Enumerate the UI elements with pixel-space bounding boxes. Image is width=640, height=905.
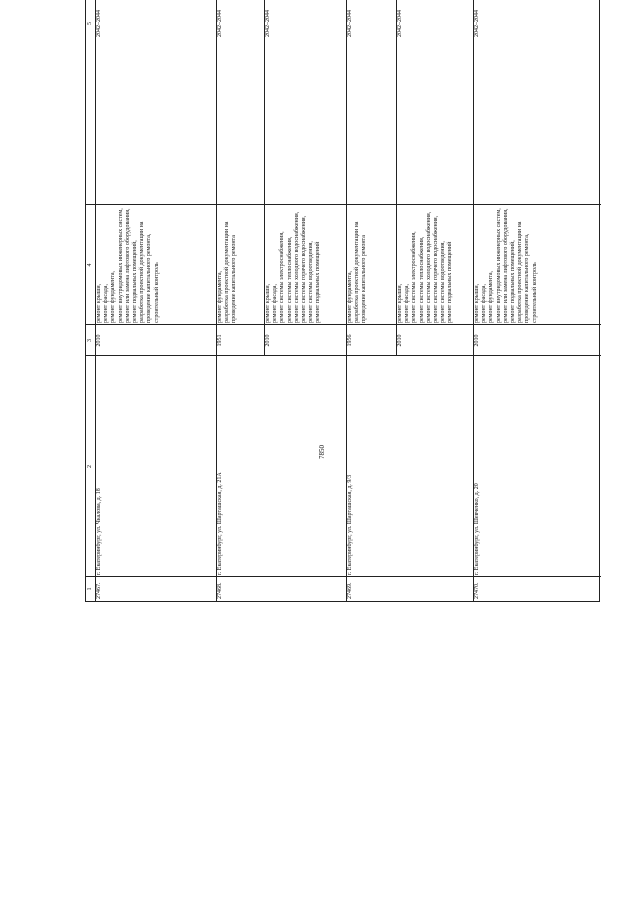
address: г. Екатеринбург, ул. Чкалова, д. 18 xyxy=(96,488,102,575)
work-item: ремонт системы теплоснабжения, xyxy=(418,236,425,323)
construction-year: 1951 xyxy=(217,334,223,347)
row-number: 27468. xyxy=(217,582,223,599)
work-item: ремонт крыши, xyxy=(265,283,271,323)
work-item: ремонт фундамента, xyxy=(488,271,495,323)
work-item: ремонт подвальных помещений xyxy=(315,241,322,323)
work-item: ремонт фасада, xyxy=(103,284,110,323)
page-number-text: 7850 xyxy=(318,445,326,459)
work-item: разработка проектной документации на xyxy=(224,221,231,323)
work-item: ремонт фундамента, xyxy=(347,271,353,323)
construction-year: 2010 xyxy=(96,334,102,347)
address: г. Екатеринбург, ул. Шарташская, д. 21А xyxy=(217,472,223,575)
column-divider xyxy=(86,204,601,205)
work-item: проведение капитального ремонта xyxy=(231,235,238,323)
address: г. Екатеринбург, ул. Шевченко, д. 20 xyxy=(474,483,480,575)
work-item: ремонт фасада, xyxy=(404,284,411,323)
address: г. Екатеринбург, ул. Шарташская, д. 9/3 xyxy=(347,474,353,575)
work-item: проведение капитального ремонта, xyxy=(524,233,531,323)
row-number: 27470. xyxy=(474,582,480,599)
repair-period: 2042–2044 xyxy=(397,10,403,37)
work-item: ремонт или замена лифтового оборудования, xyxy=(124,208,131,323)
construction-year: 2010 xyxy=(397,334,403,347)
work-item: ремонт системы холодного водоснабжения, xyxy=(293,211,300,323)
work-item: ремонт системы горячего водоснабжения, xyxy=(301,215,307,323)
column-header-4: 4 xyxy=(86,205,96,325)
row-number: 27469. xyxy=(347,582,353,599)
column-divider xyxy=(86,576,601,577)
column-header-3: 3 xyxy=(86,325,96,356)
work-item: ремонт системы холодного водоснабжения, xyxy=(425,211,432,323)
work-item: разработка проектной документации на xyxy=(139,221,146,323)
work-item: ремонт крыши, xyxy=(397,283,403,323)
row-number: 27467. xyxy=(96,582,102,599)
work-item: ремонт фасада, xyxy=(272,284,279,323)
work-item: ремонт крыши, xyxy=(96,283,102,323)
work-item: ремонт внутридомовых инженерных систем, xyxy=(495,208,502,323)
works-table xyxy=(85,0,600,602)
repair-period: 2042–2044 xyxy=(265,10,271,37)
work-item: строительный контроль xyxy=(531,262,538,323)
work-item: строительный контроль xyxy=(153,262,160,323)
construction-year: 2010 xyxy=(265,334,271,347)
work-item: ремонт системы водоотведения, xyxy=(308,241,315,323)
work-item: ремонт системы водоотведения, xyxy=(440,241,447,323)
work-item: ремонт системы горячего водоснабжения, xyxy=(433,215,439,323)
work-item: ремонт системы теплоснабжения, xyxy=(286,236,293,323)
work-item: ремонт крыши, xyxy=(474,283,480,323)
work-item: ремонт системы электроснабжения, xyxy=(411,231,418,323)
work-item: разработка проектной документации на xyxy=(354,221,361,323)
work-item: ремонт подвальных помещений, xyxy=(132,240,138,323)
work-item: проведение капитального ремонта xyxy=(361,235,368,323)
work-item: ремонт системы электроснабжения, xyxy=(279,231,286,323)
repair-period: 2042–2044 xyxy=(96,10,102,37)
work-item: разработка проектной документации на xyxy=(517,221,524,323)
document-table-area xyxy=(85,10,600,846)
repair-period: 2042–2044 xyxy=(217,10,223,37)
column-header-2: 2 xyxy=(86,356,96,577)
work-item: ремонт подвальных помещений, xyxy=(510,240,516,323)
column-header-5: 5 xyxy=(86,0,96,205)
work-item: ремонт фасада, xyxy=(481,284,488,323)
work-item: ремонт фундамента, xyxy=(217,271,223,323)
construction-year: 1956 xyxy=(347,334,353,347)
column-divider xyxy=(86,355,601,356)
column-header-1: 1 xyxy=(86,577,96,601)
work-item: ремонт внутридомовых инженерных систем, xyxy=(117,208,124,323)
repair-period: 2042–2044 xyxy=(347,10,353,37)
work-item: ремонт или замена лифтового оборудования, xyxy=(502,208,509,323)
work-item: ремонт подвальных помещений xyxy=(447,241,454,323)
repair-period: 2042–2044 xyxy=(474,10,480,37)
construction-year: 2010 xyxy=(474,334,480,347)
work-item: проведение капитального ремонта, xyxy=(146,233,153,323)
work-item: ремонт фундамента, xyxy=(110,271,117,323)
